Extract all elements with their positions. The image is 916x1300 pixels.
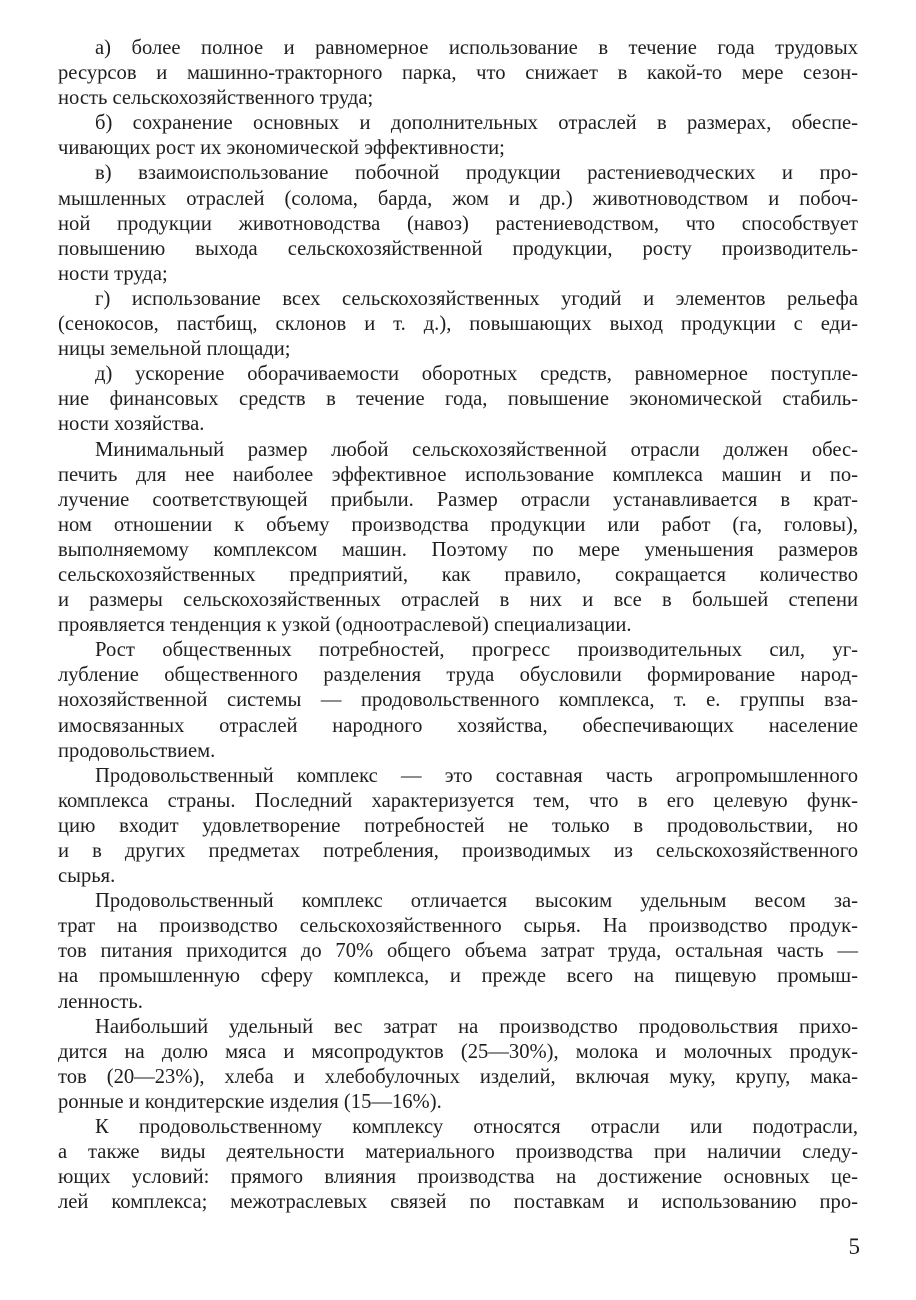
text-line: чивающих рост их экономической эффективности; (58, 137, 505, 160)
text-line: (сенокосов, пастбищ, склонов и т. д.), повышающих выход продукции с еди- (58, 313, 858, 336)
text-line: цию входит удовлетворение потребностей не только в продовольствии, но (58, 814, 858, 837)
paragraph (58, 111, 858, 161)
text-line: ной продукции животноводства (навоз) растениеводством, что способствует (58, 212, 858, 235)
text-line: проявляется тенденция к узкой (одноотраслевой) специализации. (58, 614, 632, 637)
text-line: а) более полное и равномерное использование в течение года трудовых (95, 37, 858, 59)
text-line: ющих условий: прямого влияния производства на достижение основных це- (58, 1166, 858, 1189)
text-line: выполняемому комплексом машин. Поэтому по мере уменьшения размеров (58, 538, 858, 561)
text-line: комплекса страны. Последний характеризуется тем, что в его целевую функ- (58, 789, 858, 812)
text-line: ние финансовых средств в течение года, повышение экономической стабиль- (58, 388, 858, 411)
text-line: лей комплекса; межотраслевых связей по поставкам и использованию про- (58, 1191, 858, 1214)
text-line: продовольствием. (58, 739, 216, 762)
text-line: тов (20—23%), хлеба и хлебобулочных изделий, включая муку, крупу, мака- (58, 1065, 858, 1088)
text-line: трат на производство сельскохозяйственного сырья. На производство продук- (58, 915, 858, 938)
text-line: и в других предметах потребления, производимых из сельскохозяйственного (58, 840, 858, 862)
text-line: Продовольственный комплекс отличается высоким удельным весом за- (95, 890, 858, 913)
paragraph (58, 1015, 858, 1115)
text-line: ность сельскохозяйственного труда; (58, 87, 374, 110)
text-line: ронные и кондитерские изделия (15—16%). (58, 1090, 442, 1113)
page-number: 5 (848, 1234, 860, 1259)
text-line: мышленных отраслей (солома, барда, жом и др.) животноводством и побоч- (58, 187, 858, 210)
text-line: тов питания приходится до 70% общего объема затрат труда, остальная часть — (58, 940, 858, 963)
text-line: Минимальный размер любой сельскохозяйственной отрасли должен обес- (95, 438, 858, 461)
paragraph (58, 1115, 858, 1215)
text-line: ности хозяйства. (58, 413, 205, 436)
text-line: ленность. (58, 990, 143, 1013)
text-line: ресурсов и машинно-тракторного парка, что снижает в какой-то мере сезон- (58, 62, 858, 85)
paragraph (58, 362, 858, 437)
text-line: лубление общественного разделения труда обусловили формирование народ- (58, 664, 858, 687)
text-line: г) использование всех сельскохозяйственных угодий и элементов рельефа (95, 287, 858, 310)
text-line: ницы земельной площади; (58, 338, 291, 361)
paragraph (58, 36, 858, 111)
text-line: К продовольственному комплексу относятся отрасли или подотрасли, (95, 1116, 858, 1139)
text-line: нохозяйственной системы — продовольственного комплекса, т. е. группы вза- (58, 689, 858, 712)
page-body-text (58, 36, 858, 1215)
paragraph (58, 287, 858, 362)
text-line: в) взаимоиспользование побочной продукции растениеводческих и про- (95, 162, 858, 185)
text-line: д) ускорение оборачиваемости оборотных средств, равномерное поступле- (95, 363, 858, 386)
text-line: сырья. (58, 865, 116, 888)
text-line: печить для нее наиболее эффективное использование комплекса машин и по- (58, 463, 858, 486)
text-line: сельскохозяйственных предприятий, как правило, сокращается количество (58, 563, 858, 586)
text-line: повышению выхода сельскохозяйственной продукции, росту производитель- (58, 237, 858, 260)
text-line: имосвязанных отраслей народного хозяйства, обеспечивающих население (58, 714, 858, 737)
text-line: ности труда; (58, 262, 168, 285)
text-line: ном отношении к объему производства продукции или работ (га, головы), (58, 513, 858, 536)
paragraph (58, 764, 858, 889)
text-line: Продовольственный комплекс — это составная часть агропромышленного (95, 764, 858, 787)
text-line: и размеры сельскохозяйственных отраслей в них и все в большей степени (58, 589, 858, 612)
text-line: на промышленную сферу комплекса, и прежде всего на пищевую промыш- (58, 965, 858, 988)
paragraph (58, 161, 858, 286)
paragraph (58, 438, 858, 639)
paragraph (58, 889, 858, 1014)
text-line: Наибольший удельный вес затрат на производство продовольствия прихо- (95, 1015, 858, 1038)
text-line: а также виды деятельности материального производства при наличии следу- (58, 1141, 858, 1164)
paragraph (58, 638, 858, 763)
text-line: б) сохранение основных и дополнительных отраслей в размерах, обеспе- (95, 112, 858, 135)
text-line: лучение соответствующей прибыли. Размер отрасли устанавливается в крат- (58, 488, 858, 511)
text-line: дится на долю мяса и мясопродуктов (25—30%), молока и молочных продук- (58, 1040, 858, 1063)
text-line: Рост общественных потребностей, прогресс производительных сил, уг- (95, 639, 858, 662)
